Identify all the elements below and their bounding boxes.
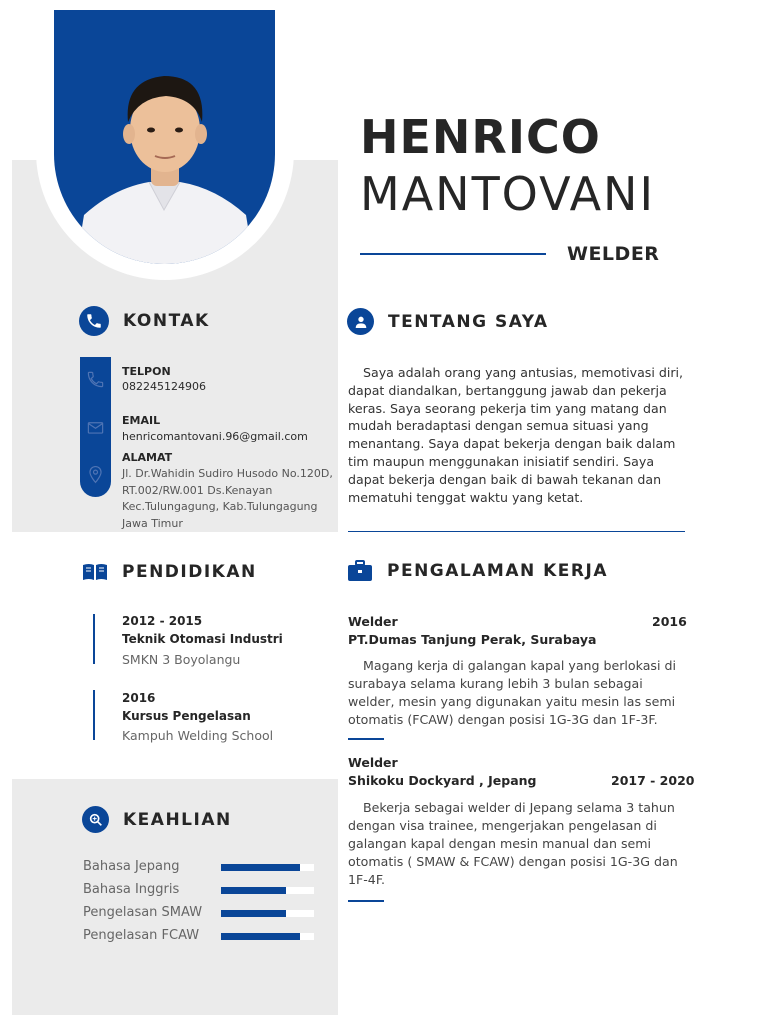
skill-level-fill — [221, 910, 286, 917]
skills-icon — [82, 806, 109, 833]
education-years: 2016 — [122, 691, 156, 705]
experience-divider — [348, 900, 384, 902]
skill-level-fill — [221, 933, 300, 940]
skill-level-bar — [221, 933, 314, 940]
email-value: henricomantovani.96@gmail.com — [122, 430, 308, 443]
profile-photo — [54, 10, 275, 264]
first-name: HENRICO — [360, 110, 601, 164]
about-divider — [348, 531, 685, 532]
skill-level-fill — [221, 864, 300, 871]
address-label: ALAMAT — [122, 451, 173, 464]
last-name: MANTOVANI — [360, 167, 656, 221]
skill-label: Pengelasan FCAW — [83, 928, 200, 943]
experience-heading: PENGALAMAN KERJA — [387, 561, 608, 581]
mail-icon — [86, 418, 105, 437]
skill-level-bar — [221, 910, 314, 917]
experience-divider — [348, 738, 384, 740]
education-program: Teknik Otomasi Industri — [122, 632, 283, 646]
skill-level-fill — [221, 887, 286, 894]
phone-icon — [86, 370, 105, 389]
location-icon — [86, 465, 105, 484]
experience-company: Shikoku Dockyard , Jepang — [348, 773, 537, 788]
skill-row — [83, 928, 319, 944]
skill-label: Bahasa Inggris — [83, 882, 180, 897]
address-value: Jl. Dr.Wahidin Sudiro Husodo No.120D, RT.002/RW.001 Ds.Kenayan Kec.Tulungagung, Kab.Tulungagung Jawa Timur — [122, 467, 333, 530]
skills-heading: KEAHLIAN — [123, 809, 232, 830]
education-school: SMKN 3 Boyolangu — [122, 652, 241, 667]
skill-row — [83, 882, 319, 898]
contact-section-header — [79, 306, 210, 336]
experience-year: 2016 — [652, 614, 687, 629]
contact-heading: KONTAK — [123, 311, 210, 331]
education-program: Kursus Pengelasan — [122, 709, 251, 723]
skills-section-header — [82, 806, 232, 833]
experience-year: 2017 - 2020 — [611, 773, 695, 788]
experience-role: Welder — [348, 755, 398, 770]
experience-description: Magang kerja di galangan kapal yang berlokasi di surabaya selama kurang lebih 3 bulan sebagai welder, mesin yang digunakan yaitu mesin las semi otomatis (FCAW) dengan posisi 1G-3G dan 1F-3F. — [348, 658, 676, 727]
education-school: Kampuh Welding School — [122, 728, 274, 743]
phone-label: TELPON — [122, 365, 171, 378]
about-section-header — [347, 308, 549, 335]
phone-value: 082245124906 — [122, 380, 206, 393]
experience-role: Welder — [348, 614, 398, 629]
education-years: 2012 - 2015 — [122, 614, 203, 628]
skill-level-bar — [221, 864, 314, 871]
experience-company: PT.Dumas Tanjung Perak, Surabaya — [348, 632, 597, 647]
about-text: Saya adalah orang yang antusias, memotivasi diri, dapat diandalkan, bertanggung jawab dan pekerja keras. Saya seorang pekerja tim yang matang dan mudah beradaptasi dengan semua situasi yang menantang. Saya dapat bekerja dengan baik dalam tim maupun menggunakan inisiatif sendiri. Saya dapat bekerja dengan baik di bawah tekanan dan mematuhi tenggat waktu yang ketat. — [348, 365, 684, 505]
skill-label: Bahasa Jepang — [83, 859, 180, 874]
email-label: EMAIL — [122, 414, 161, 427]
job-title: WELDER — [567, 243, 660, 265]
about-heading: TENTANG SAYA — [388, 311, 549, 332]
book-icon — [82, 560, 108, 584]
user-icon — [347, 308, 374, 335]
education-timeline-bar — [93, 614, 95, 664]
education-timeline-bar — [93, 690, 95, 740]
education-section-header — [82, 560, 257, 584]
title-divider — [360, 253, 546, 255]
briefcase-icon — [347, 560, 373, 582]
education-heading: PENDIDIKAN — [122, 562, 257, 582]
phone-icon — [79, 306, 109, 336]
skill-row — [83, 905, 319, 921]
experience-section-header — [347, 560, 608, 582]
skill-level-bar — [221, 887, 314, 894]
skill-row — [83, 859, 319, 875]
experience-description: Bekerja sebagai welder di Jepang selama 3 tahun dengan visa trainee, mengerjakan pengelasan di galangan kapal dengan mesin manual dan semi otomatis ( SMAW & FCAW) dengan posisi 1G-3G dan 1F-4F. — [348, 800, 678, 887]
skill-label: Pengelasan SMAW — [83, 905, 203, 920]
